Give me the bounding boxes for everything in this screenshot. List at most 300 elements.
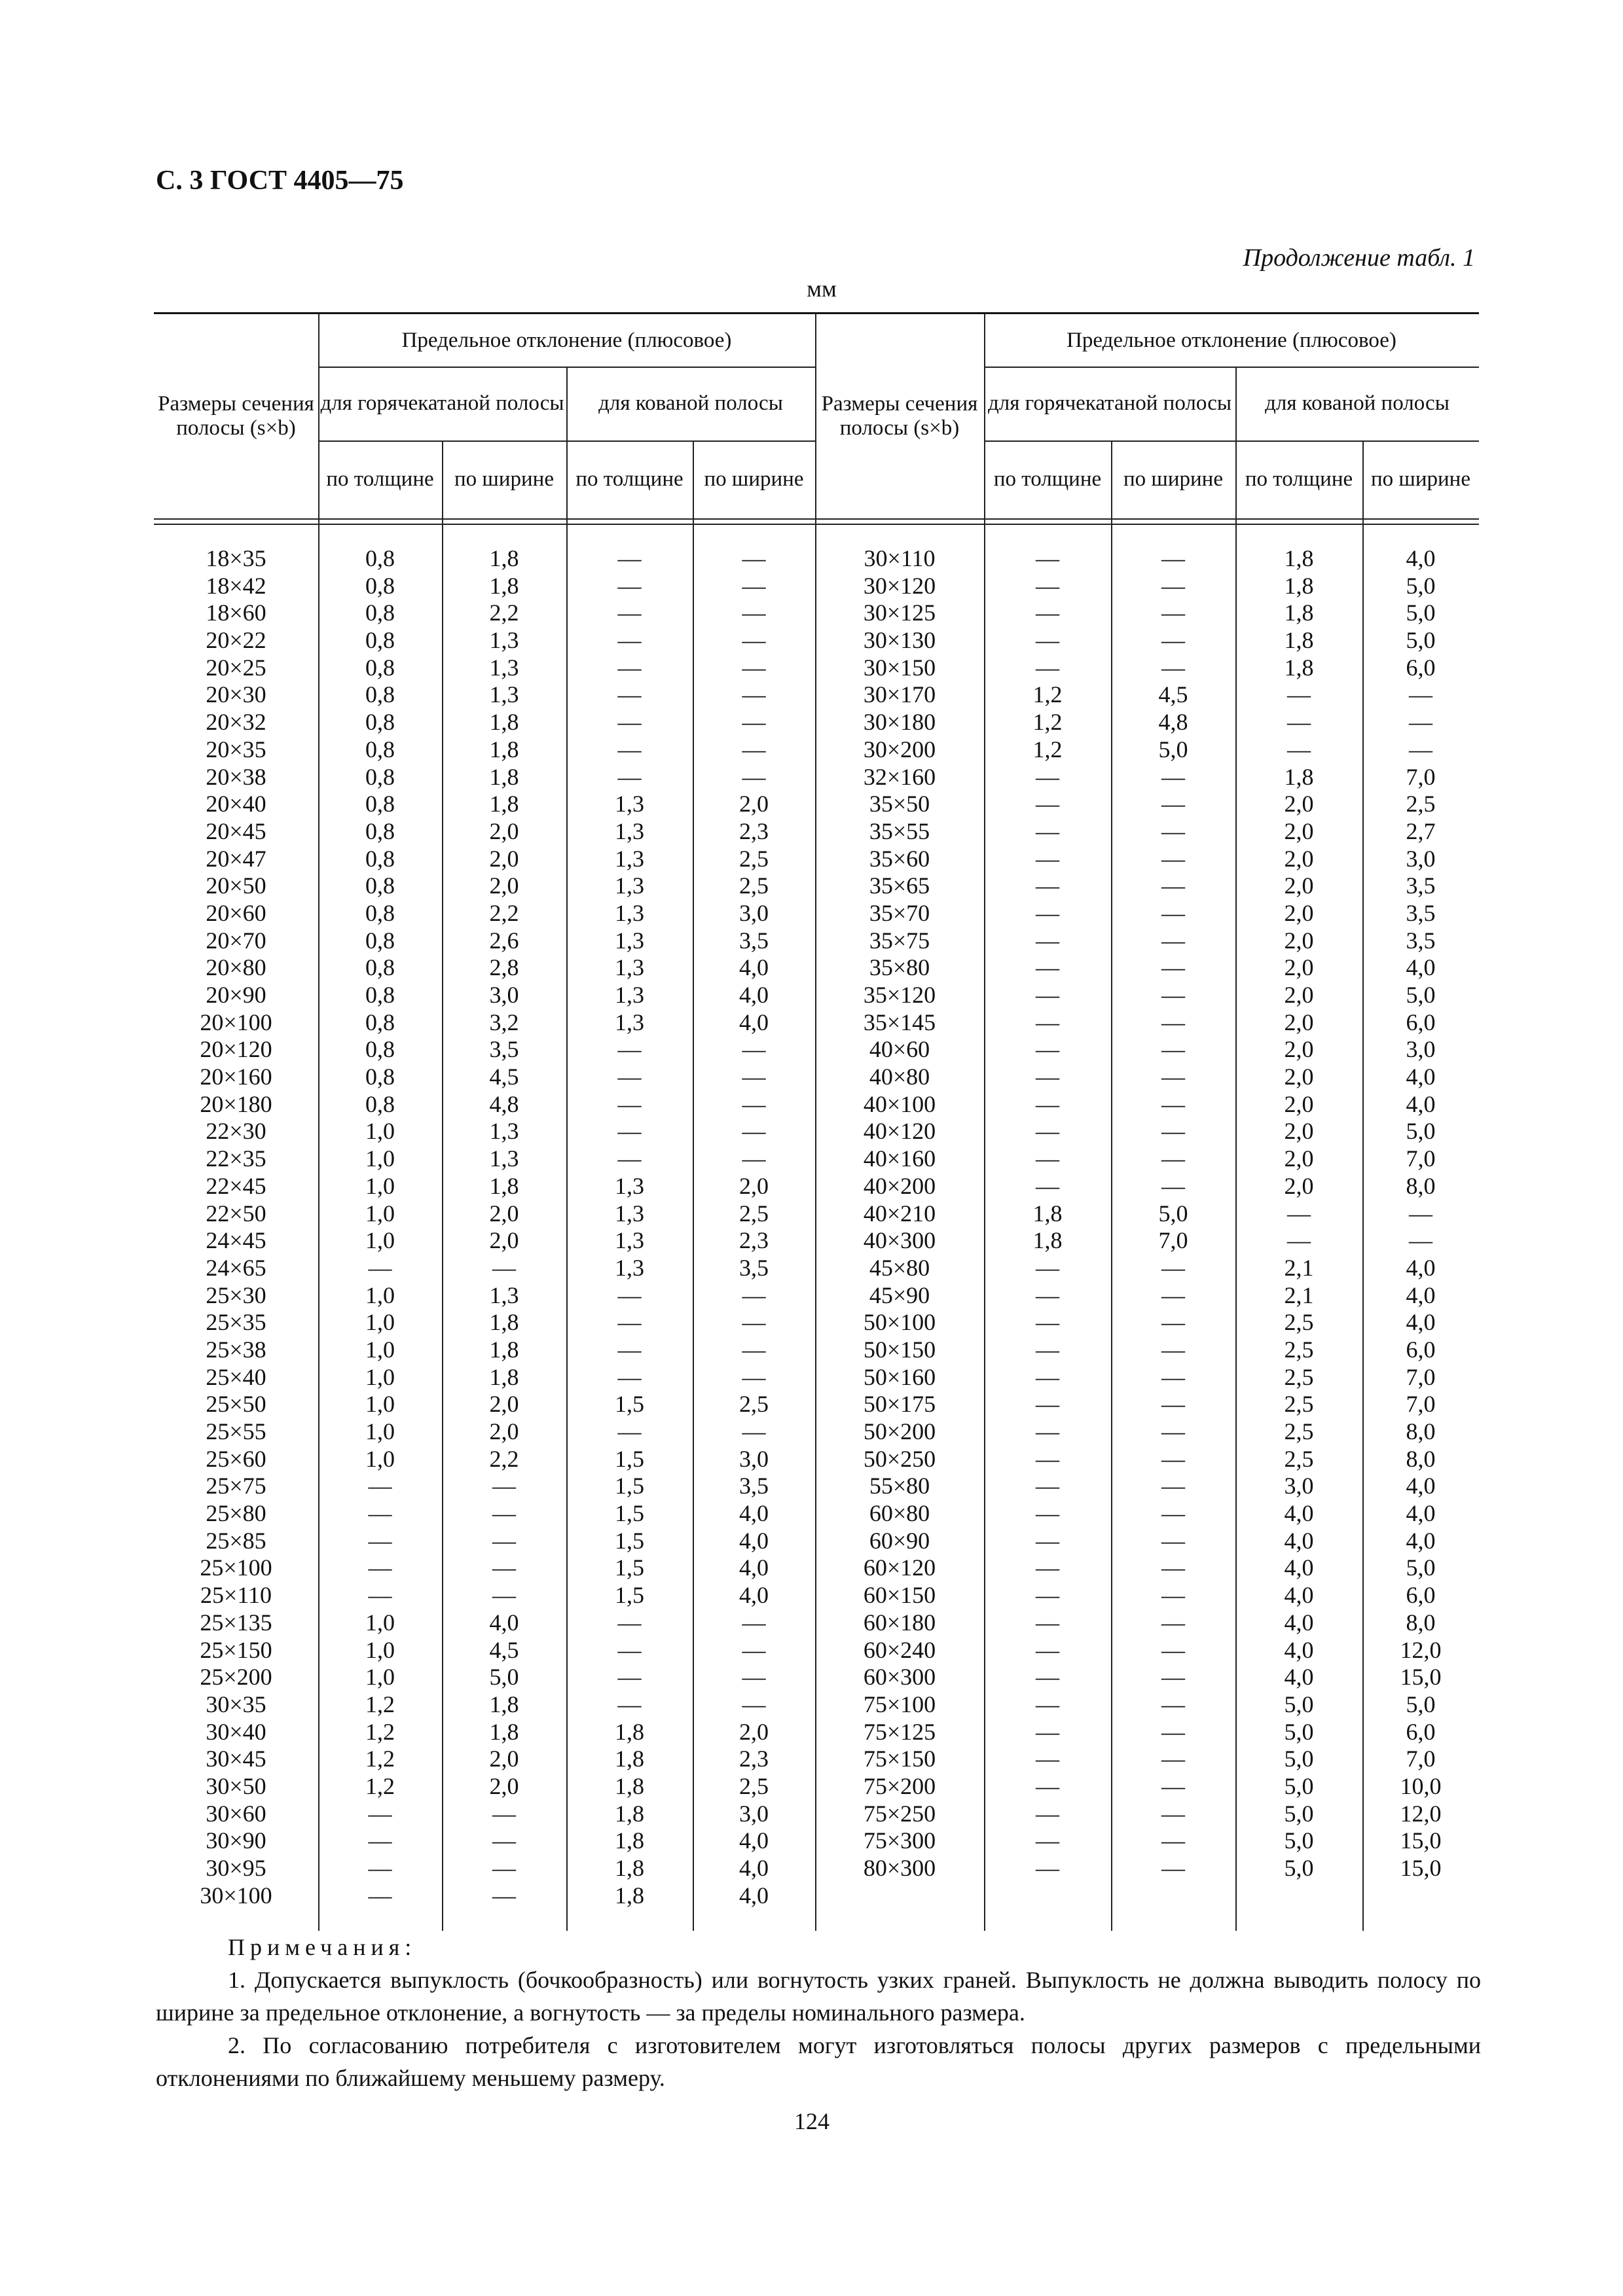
table-cell: 5,0 [1284, 1800, 1314, 1827]
table-cell: 1,8 [1284, 763, 1314, 790]
table-cell: 1,8 [489, 1172, 519, 1199]
table-cell: — [617, 1636, 642, 1663]
table-cell: 1,3 [615, 872, 644, 899]
table-cell: 5,0 [1158, 1200, 1188, 1227]
table-cell: — [617, 1664, 642, 1691]
table-cell: 1,0 [365, 1309, 395, 1336]
table-cell: 22×35 [206, 1145, 266, 1172]
table-cell: 2,5 [739, 872, 769, 899]
table-cell: — [1161, 545, 1185, 571]
table-cell: 2,5 [1284, 1363, 1314, 1390]
table-cell: — [742, 1036, 766, 1063]
table-cell: 1,8 [489, 736, 519, 762]
table-cell: — [1161, 1254, 1185, 1281]
grid-line [154, 524, 1479, 525]
table-cell: 5,0 [1406, 600, 1436, 626]
table-cell: 35×65 [869, 872, 930, 899]
table-cell: 40×80 [869, 1064, 930, 1090]
table-cell: — [1409, 736, 1432, 762]
table-cell: — [1036, 1855, 1059, 1881]
table-cell: — [1036, 899, 1059, 926]
table-cell: 1,8 [615, 1882, 644, 1909]
table-cell: 1,5 [615, 1582, 644, 1609]
table-cell: 75×250 [863, 1800, 936, 1827]
table-cell: — [617, 1418, 642, 1444]
table-cell: 20×47 [206, 845, 266, 872]
table-cell: — [742, 1145, 766, 1172]
table-cell: 3,0 [1284, 1473, 1314, 1499]
left-hot-width-column [442, 545, 566, 1909]
table-cell: — [1161, 654, 1185, 681]
table-cell: 4,0 [739, 1009, 769, 1035]
table-cell: 4,0 [739, 1554, 769, 1581]
table-cell: — [1036, 1527, 1059, 1554]
thickness-header: по толщине [575, 467, 684, 492]
table-cell: 2,0 [489, 1391, 519, 1418]
table-cell: 30×150 [863, 654, 936, 681]
note-2: 2. По согласованию потребителя с изготовителем могут изготовляться полосы других размеров с предельными отклонениями по ближайшему меньшему размеру. [156, 2032, 1481, 2091]
table-cell: 22×50 [206, 1200, 266, 1227]
table-cell: 40×160 [863, 1145, 936, 1172]
table-cell: — [1036, 1064, 1059, 1090]
table-cell: — [1036, 763, 1059, 790]
table-cell: 20×180 [200, 1090, 272, 1117]
table-cell: 2,0 [489, 1200, 519, 1227]
table-cell: 2,5 [1284, 1309, 1314, 1336]
table-cell: — [1036, 954, 1059, 981]
table-cell: 25×35 [206, 1309, 266, 1336]
table-cell: 4,0 [1284, 1664, 1314, 1691]
table-cell: — [492, 1827, 516, 1854]
table-cell: — [1036, 654, 1059, 681]
table-cell: 30×35 [206, 1691, 266, 1717]
table-cell: 0,8 [365, 872, 395, 899]
table-cell: — [1036, 982, 1059, 1008]
table-cell: — [742, 1282, 766, 1308]
table-cell: 45×80 [869, 1254, 930, 1281]
hot-rolled-header: для горячекатаной полосы [320, 391, 564, 416]
table-cell: 15,0 [1400, 1664, 1442, 1691]
table-cell: — [742, 545, 766, 571]
table-cell: 2,0 [489, 872, 519, 899]
table-cell: 5,0 [1284, 1772, 1314, 1799]
table-cell: — [1161, 1282, 1185, 1308]
table-cell: 20×160 [200, 1064, 272, 1090]
table-cell: 1,0 [365, 1172, 395, 1199]
table-cell: — [1161, 1473, 1185, 1499]
table-cell: — [617, 709, 642, 736]
table-cell: — [1161, 1746, 1185, 1772]
table-cell: 2,5 [1284, 1418, 1314, 1444]
table-cell: 3,0 [1406, 845, 1436, 872]
table-cell: 30×125 [863, 600, 936, 626]
table-cell: 4,0 [1284, 1636, 1314, 1663]
table-cell: 60×300 [863, 1664, 936, 1691]
table-cell: 4,0 [739, 1500, 769, 1527]
table-cell: 1,8 [489, 545, 519, 571]
table-cell: 40×300 [863, 1227, 936, 1254]
table-cell: 22×45 [206, 1172, 266, 1199]
table-cell: 4,0 [1406, 1090, 1436, 1117]
table-cell: 1,3 [615, 1227, 644, 1254]
table-cell: 25×30 [206, 1282, 266, 1308]
table-cell: — [1036, 1636, 1059, 1663]
table-cell: 80×300 [863, 1855, 936, 1881]
table-cell: — [1036, 1036, 1059, 1063]
table-cell: 1,0 [365, 1391, 395, 1418]
table-cell: 60×150 [863, 1582, 936, 1609]
table-cell: 2,0 [489, 1746, 519, 1772]
table-cell: 4,0 [1406, 1254, 1436, 1281]
table-cell: 2,5 [739, 1391, 769, 1418]
table-cell: 0,8 [365, 600, 395, 626]
right-forged-thickness-column [1235, 545, 1362, 1882]
table-cell: — [1036, 1609, 1059, 1636]
table-cell: — [742, 736, 766, 762]
table-cell: — [1161, 845, 1185, 872]
table-cell: 75×300 [863, 1827, 936, 1854]
table-cell: 15,0 [1400, 1827, 1442, 1854]
table-cell: 6,0 [1406, 1582, 1436, 1609]
table-cell: 3,0 [739, 1800, 769, 1827]
table-cell: 0,8 [365, 763, 395, 790]
table-cell: — [1161, 1036, 1185, 1063]
table-cell: 5,0 [1406, 1691, 1436, 1717]
table-cell: — [742, 572, 766, 599]
table-cell: — [742, 1090, 766, 1117]
table-cell: 2,0 [1284, 791, 1314, 817]
table-cell: — [742, 1309, 766, 1336]
table-cell: 1,2 [1032, 736, 1063, 762]
table-cell: — [742, 654, 766, 681]
table-cell: 1,0 [365, 1227, 395, 1254]
table-cell: 2,0 [1284, 845, 1314, 872]
table-cell: — [1036, 545, 1059, 571]
left-forged-width-column [693, 545, 815, 1909]
table-cell: 30×50 [206, 1772, 266, 1799]
table-cell: 12,0 [1400, 1800, 1442, 1827]
table-cell: 1,0 [365, 1363, 395, 1390]
table-cell: 1,8 [1032, 1200, 1063, 1227]
table-cell: — [1036, 927, 1059, 954]
table-cell: 35×120 [863, 982, 936, 1008]
table-cell: — [1036, 1473, 1059, 1499]
table-cell: 50×175 [863, 1391, 936, 1418]
table-cell: — [1036, 1691, 1059, 1717]
table-cell: 6,0 [1406, 1336, 1436, 1363]
table-cell: 1,8 [1284, 654, 1314, 681]
table-cell: — [492, 1554, 516, 1581]
table-cell: 5,0 [1284, 1746, 1314, 1772]
width-header: по ширине [1123, 467, 1223, 492]
table-cell: 7,0 [1158, 1227, 1188, 1254]
table-cell: — [617, 1309, 642, 1336]
table-cell: 2,0 [739, 791, 769, 817]
table-cell: 5,0 [1406, 572, 1436, 599]
table-cell: — [1161, 1500, 1185, 1527]
table-cell: 5,0 [1406, 627, 1436, 654]
forged-header: для кованой полосы [1265, 391, 1450, 416]
table-cell: 3,5 [1406, 872, 1436, 899]
table-cell: — [1161, 1772, 1185, 1799]
table-cell: 2,0 [489, 817, 519, 844]
table-cell: — [1409, 681, 1432, 708]
table-cell: — [492, 1500, 516, 1527]
table-cell: 3,0 [739, 1445, 769, 1472]
table-cell: 3,5 [1406, 899, 1436, 926]
table-cell: 1,8 [615, 1800, 644, 1827]
table-cell: — [368, 1527, 392, 1554]
width-header: по ширине [1371, 467, 1470, 492]
table-cell: 6,0 [1406, 654, 1436, 681]
table-cell: 1,2 [1032, 709, 1063, 736]
table-cell: 1,8 [489, 791, 519, 817]
table-cell: — [617, 654, 642, 681]
table-cell: 5,0 [1284, 1718, 1314, 1745]
table-cell: 25×50 [206, 1391, 266, 1418]
table-cell: 0,8 [365, 654, 395, 681]
table-cell: 35×145 [863, 1009, 936, 1035]
table-cell: — [368, 1554, 392, 1581]
table-cell: 1,8 [489, 709, 519, 736]
table-cell: 25×60 [206, 1445, 266, 1472]
table-cell: 2,2 [489, 600, 519, 626]
table-cell: 1,8 [489, 1718, 519, 1745]
table-cell: — [1161, 791, 1185, 817]
table-cell: 2,0 [1284, 1145, 1314, 1172]
table-cell: 20×120 [200, 1036, 272, 1063]
table-cell: 4,0 [739, 1527, 769, 1554]
table-cell: — [1161, 1118, 1185, 1145]
table-cell: 25×110 [200, 1582, 272, 1609]
table-cell: 7,0 [1406, 1391, 1436, 1418]
table-cell: — [1036, 1718, 1059, 1745]
table-cell: 4,0 [1406, 954, 1436, 981]
page-number: 124 [794, 2108, 830, 2134]
table-cell: — [1036, 1336, 1059, 1363]
table-cell: 40×200 [863, 1172, 936, 1199]
table-cell: 6,0 [1406, 1718, 1436, 1745]
grid-line [154, 518, 1479, 520]
table-cell: — [1161, 1336, 1185, 1363]
table-cell: 0,8 [365, 681, 395, 708]
table-cell: — [1161, 1445, 1185, 1472]
table-cell: 20×60 [206, 899, 266, 926]
page-header: С. 3 ГОСТ 4405—75 [156, 166, 404, 196]
table-cell: 50×160 [863, 1363, 936, 1390]
notes [156, 1931, 1481, 2094]
table-cell: 2,0 [1284, 1009, 1314, 1035]
table-cell: 18×35 [206, 545, 266, 571]
table-cell: 4,0 [489, 1609, 519, 1636]
table-cell: 0,8 [365, 927, 395, 954]
table-cell: — [742, 1691, 766, 1717]
table-cell: — [492, 1582, 516, 1609]
table-cell: 2,3 [739, 1746, 769, 1772]
table-cell: 4,0 [1406, 545, 1436, 571]
table-cell: 2,0 [1284, 982, 1314, 1008]
table-cell: 3,5 [739, 1473, 769, 1499]
table-cell: 2,0 [489, 845, 519, 872]
table-cell: — [742, 627, 766, 654]
table-cell: 35×50 [869, 791, 930, 817]
table-cell: 1,3 [489, 681, 519, 708]
table-cell: — [1036, 1746, 1059, 1772]
table-cell: 2,5 [739, 1772, 769, 1799]
table-cell: 35×75 [869, 927, 930, 954]
table-cell: 2,5 [739, 1200, 769, 1227]
size-header: Размеры сечения полосы (s×b) [158, 392, 314, 440]
table-cell: — [1036, 817, 1059, 844]
table-cell: 60×180 [863, 1609, 936, 1636]
table-cell: — [1287, 681, 1311, 708]
table-cell: 7,0 [1406, 763, 1436, 790]
table-cell: 50×100 [863, 1309, 936, 1336]
table-cell: 30×95 [206, 1855, 266, 1881]
table-cell: 5,0 [1158, 736, 1188, 762]
table-cell: — [617, 600, 642, 626]
table-cell: — [492, 1800, 516, 1827]
table-cell: — [1161, 1636, 1185, 1663]
table-cell: — [742, 1064, 766, 1090]
table-cell: 2,0 [1284, 872, 1314, 899]
table-cell: — [1161, 1090, 1185, 1117]
table-cell: 32×160 [863, 763, 936, 790]
table-cell: — [1036, 600, 1059, 626]
table-cell: — [742, 1363, 766, 1390]
table-cell: — [1036, 872, 1059, 899]
table-cell: 4,0 [1406, 1473, 1436, 1499]
table-cell: 75×125 [863, 1718, 936, 1745]
table-cell: 3,5 [739, 1254, 769, 1281]
table-cell: 0,8 [365, 572, 395, 599]
table-cell: — [368, 1500, 392, 1527]
table-cell: — [617, 763, 642, 790]
table-cell: 2,0 [1284, 899, 1314, 926]
table-cell: — [368, 1827, 392, 1854]
table-cell: — [742, 1118, 766, 1145]
table-cell: 3,0 [489, 982, 519, 1008]
table-cell: — [617, 1036, 642, 1063]
table-cell: — [1036, 1772, 1059, 1799]
table-cell: 4,0 [1406, 1500, 1436, 1527]
table-cell: 1,2 [365, 1718, 395, 1745]
table-cell: — [742, 1609, 766, 1636]
table-cell: — [1036, 1418, 1059, 1444]
table-cell: — [1287, 709, 1311, 736]
table-cell: — [1161, 1718, 1185, 1745]
table-cell: 4,0 [1284, 1554, 1314, 1581]
table-cell: — [617, 1363, 642, 1390]
table-cell: — [1161, 1309, 1185, 1336]
table-cell: — [617, 572, 642, 599]
table-cell: 3,2 [489, 1009, 519, 1035]
table-cell: 30×170 [863, 681, 936, 708]
table-cell: 1,3 [615, 1254, 644, 1281]
table-cell: 1,8 [615, 1772, 644, 1799]
table-cell: 1,8 [1032, 1227, 1063, 1254]
table-cell: — [1161, 763, 1185, 790]
table-cell: 2,0 [1284, 817, 1314, 844]
table-cell: 55×80 [869, 1473, 930, 1499]
table-cell: — [1409, 709, 1432, 736]
table-cell: — [617, 1609, 642, 1636]
table-cell: 2,0 [739, 1718, 769, 1745]
table-cell: — [1161, 1554, 1185, 1581]
table-cell: 8,0 [1406, 1172, 1436, 1199]
table-cell: 5,0 [1406, 982, 1436, 1008]
table-cell: — [1161, 899, 1185, 926]
table-cell: 1,5 [615, 1473, 644, 1499]
table-cell: — [617, 1282, 642, 1308]
table-cell: — [742, 1336, 766, 1363]
table-cell: 60×80 [869, 1500, 930, 1527]
table-cell: — [492, 1254, 516, 1281]
table-cell: 2,0 [489, 1772, 519, 1799]
table-cell: 40×210 [863, 1200, 936, 1227]
table-cell: — [1036, 1582, 1059, 1609]
table-cell: — [617, 736, 642, 762]
table-cell: 2,0 [489, 1227, 519, 1254]
table-cell: 1,5 [615, 1554, 644, 1581]
right-size-column [815, 545, 984, 1882]
table-cell: — [1036, 1282, 1059, 1308]
table-cell: — [1287, 1200, 1311, 1227]
table-cell: — [368, 1800, 392, 1827]
table-cell: — [1287, 1227, 1311, 1254]
table-cell: 20×22 [206, 627, 266, 654]
table-cell: 8,0 [1406, 1418, 1436, 1444]
table-cell: — [617, 1145, 642, 1172]
table-cell: 25×85 [206, 1527, 266, 1554]
table-cell: 18×42 [206, 572, 266, 599]
table-cell: — [617, 1336, 642, 1363]
table-cell: 40×100 [863, 1090, 936, 1117]
table-cell: 30×110 [864, 545, 936, 571]
table-cell: — [1161, 954, 1185, 981]
table-cell: — [1036, 1554, 1059, 1581]
table-cell: — [368, 1582, 392, 1609]
table-cell: — [1161, 1009, 1185, 1035]
table-cell: 1,3 [489, 627, 519, 654]
table-cell: 1,3 [615, 1200, 644, 1227]
table-cell: 40×120 [863, 1118, 936, 1145]
table-cell: — [1036, 1391, 1059, 1418]
table-cell: — [1161, 982, 1185, 1008]
table-cell: 25×75 [206, 1473, 266, 1499]
table-cell: 4,0 [1406, 1282, 1436, 1308]
table-cell: 1,5 [615, 1500, 644, 1527]
table-cell: — [1409, 1200, 1432, 1227]
table-cell: — [1036, 572, 1059, 599]
table-cell: 2,8 [489, 954, 519, 981]
table-cell: 50×250 [863, 1445, 936, 1472]
table-cell: — [368, 1855, 392, 1881]
table-cell: 24×65 [206, 1254, 266, 1281]
table-cell: 2,0 [1284, 1036, 1314, 1063]
table-cell: 18×60 [206, 600, 266, 626]
tolerance-table [154, 312, 1479, 1931]
table-cell: 25×80 [206, 1500, 266, 1527]
table-cell: 1,0 [365, 1118, 395, 1145]
table-cell: — [1161, 600, 1185, 626]
table-cell: 1,0 [365, 1145, 395, 1172]
table-cell: 1,3 [615, 1009, 644, 1035]
table-cell: 20×38 [206, 763, 266, 790]
left-hot-thickness-column [318, 545, 442, 1909]
table-cell: 1,3 [615, 791, 644, 817]
table-cell: 2,5 [1406, 791, 1436, 817]
